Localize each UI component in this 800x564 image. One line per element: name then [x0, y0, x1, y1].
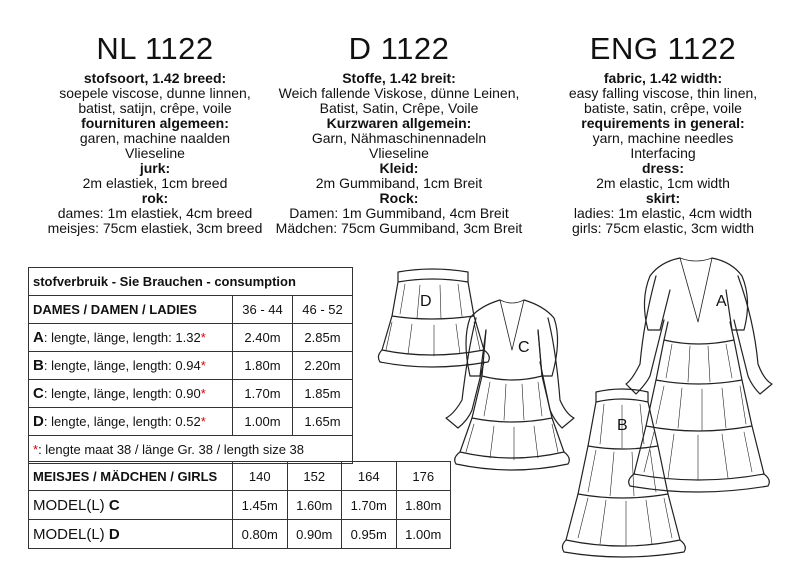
dress-heading-eng: dress:: [641, 160, 685, 177]
skirt-heading-nl: rok:: [141, 190, 169, 207]
table-cell: 1.70m: [342, 491, 397, 520]
size-col-header: 152: [287, 462, 342, 491]
skirt-text-d: Damen: 1m Gummiband, 4cm Breit Mädchen: 75cm Gummiband, 3cm Breit: [275, 205, 523, 237]
girls-header: MEISJES / MÄDCHEN / GIRLS: [29, 462, 233, 491]
title-eng: ENG 1122: [589, 31, 737, 66]
table-cell: 1.00m: [233, 408, 293, 436]
dress-c-drawing: [446, 300, 574, 470]
table-cell: 1.85m: [293, 380, 353, 408]
fabric-heading-d: Stoffe, 1.42 breit:: [342, 70, 456, 87]
table-cell: 1.60m: [287, 491, 342, 520]
asterisk: *: [200, 414, 206, 429]
notions-heading-eng: requirements in general:: [581, 115, 745, 132]
row-letter: D: [33, 413, 44, 430]
row-label-text: : lengte, länge, length: 0.94: [43, 358, 201, 373]
row-letter: C: [108, 496, 120, 514]
row-letter: D: [108, 525, 120, 543]
skirt-text-eng: ladies: 1m elastic, 4cm width girls: 75cm elastic, 3cm width: [571, 205, 755, 237]
table-cell: 1.70m: [233, 380, 293, 408]
skirt-b-drawing: [562, 389, 685, 557]
table-cell: 1.80m: [233, 352, 293, 380]
skirt-d-drawing: [378, 269, 489, 367]
table-cell: 2.40m: [233, 324, 293, 352]
size-col-header: 46 - 52: [293, 296, 353, 324]
ladies-header: DAMES / DAMEN / LADIES: [29, 296, 233, 324]
dress-heading-nl: jurk:: [139, 160, 171, 177]
row-label-text: : lengte, länge, length: 1.32: [43, 330, 201, 345]
asterisk: *: [200, 358, 206, 373]
row-label-text: : lengte, länge, length: 0.52: [43, 414, 201, 429]
dress-heading-d: Kleid:: [379, 160, 419, 177]
fabric-text-eng: easy falling viscose, thin linen, batiste, satin, crêpe, voile: [568, 85, 758, 117]
skirt-heading-d: Rock:: [379, 190, 419, 207]
table-cell: 0.90m: [287, 520, 342, 549]
asterisk: *: [200, 386, 206, 401]
dress-text-d: 2m Gummiband, 1cm Breit: [315, 175, 483, 192]
table-cell: 2.85m: [293, 324, 353, 352]
dress-text-nl: 2m elastiek, 1cm breed: [82, 175, 228, 192]
row-label-text: MODEL(L): [33, 525, 109, 543]
notions-heading-d: Kurzwaren allgemein:: [326, 115, 472, 132]
row-letter: C: [33, 385, 44, 402]
footnote-text: : lengte maat 38 / länge Gr. 38 / length size 38: [38, 442, 305, 457]
row-label-text: MODEL(L): [33, 496, 109, 514]
fabric-text-nl: soepele viscose, dunne linnen, batist, satijn, crêpe, voile: [59, 85, 251, 117]
fabric-text-d: Weich fallende Viskose, dünne Leinen, Batist, Satin, Crêpe, Voile: [278, 85, 520, 117]
dress-a-drawing: [626, 258, 772, 492]
label-d: D: [420, 293, 432, 310]
table-cell: 1.65m: [293, 408, 353, 436]
label-a: A: [716, 293, 727, 310]
fabric-heading-nl: stofsoort, 1.42 breed:: [83, 70, 227, 87]
label-c: C: [518, 339, 530, 356]
notions-heading-nl: fournituren algemeen:: [81, 115, 229, 132]
row-letter: A: [33, 329, 44, 346]
notions-text-d: Garn, Nähmaschinennadeln Vlieseline: [311, 130, 487, 162]
size-col-header: 140: [233, 462, 288, 491]
footnote-mark: *: [33, 442, 39, 457]
size-col-header: 36 - 44: [233, 296, 293, 324]
skirt-text-nl: dames: 1m elastiek, 4cm breed meisjes: 75cm elastiek, 3cm breed: [47, 205, 263, 237]
notions-text-nl: garen, machine naalden Vlieseline: [79, 130, 231, 162]
asterisk: *: [200, 330, 206, 345]
title-d: D 1122: [348, 31, 450, 66]
row-letter: B: [33, 357, 44, 374]
title-nl: NL 1122: [96, 31, 214, 66]
size-col-header: 164: [342, 462, 397, 491]
table-cell: 0.95m: [342, 520, 397, 549]
notions-text-eng: yarn, machine needles Interfacing: [592, 130, 734, 162]
dress-text-eng: 2m elastic, 1cm width: [596, 175, 730, 192]
table-cell: 2.20m: [293, 352, 353, 380]
row-label-text: : lengte, länge, length: 0.90: [43, 386, 201, 401]
table-cell: 1.80m: [396, 491, 451, 520]
label-b: B: [617, 417, 628, 434]
table-cell: 1.45m: [233, 491, 288, 520]
table-caption: stofverbruik - Sie Brauchen - consumption: [29, 268, 353, 296]
size-col-header: 176: [396, 462, 451, 491]
table-cell: 1.00m: [396, 520, 451, 549]
skirt-heading-eng: skirt:: [645, 190, 681, 207]
fabric-heading-eng: fabric, 1.42 width:: [603, 70, 723, 87]
table-cell: 0.80m: [233, 520, 288, 549]
